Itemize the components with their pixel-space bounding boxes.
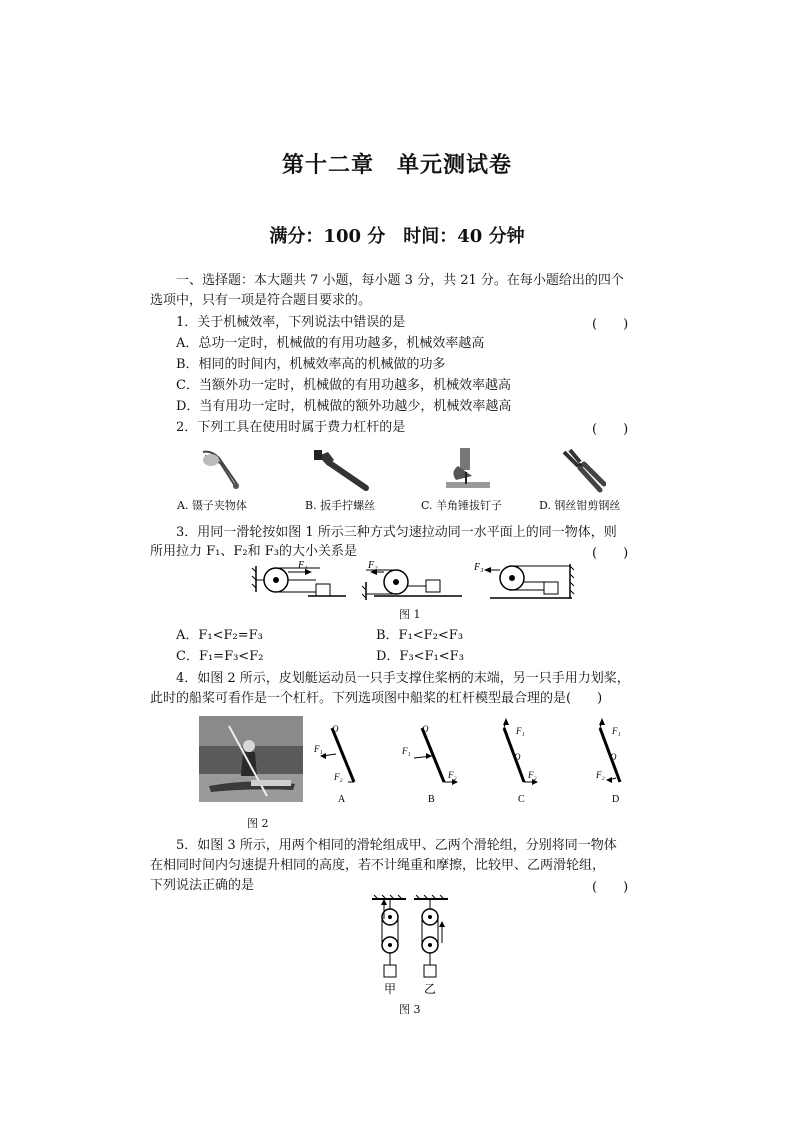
f3-label: F₃ [474,562,484,573]
kayaker-photo [199,716,303,802]
figure-3-caption: 图 3 [399,1003,421,1016]
figure-2-lever-models [310,716,640,808]
figure-1-caption: 图 1 [399,608,421,621]
lever-model-b [401,724,458,805]
figure-3-pulley-systems [370,893,452,997]
pulley-setup-2 [362,560,462,600]
model-a-f2-label: F₂ [334,772,343,782]
q1-option-d: D．当有用功一定时，机械做的额外功越少，机械效率越高 [176,399,512,414]
q2-option-b-caption: B. 扳手拧螺丝 [305,499,376,512]
model-d-label: D [612,794,620,805]
q2-option-c-caption: C. 羊角锤拔钉子 [421,499,503,512]
page-title: 第十二章 单元测试卷 [281,152,512,178]
q2-option-a-caption: A. 镊子夹物体 [177,499,247,512]
pulley-setup-1 [252,560,346,596]
model-a-o-label: O [332,724,339,734]
q4-stem-line1: 4．如图 2 所示，皮划艇运动员一只手支撑住桨柄的末端，另一只手用力划桨， [176,671,630,686]
q3-option-a: A．F₁<F₂=F₃ [176,628,263,643]
lever-model-d [595,718,621,805]
wrench-image [312,448,374,494]
model-b-f1-label: F₁ [402,746,411,756]
section-header-line1: 一、选择题：本大题共 7 小题，每小题 3 分，共 21 分。在每小题给出的四个 [176,273,624,288]
q1-option-b: B．相同的时间内，机械效率高的机械做的功多 [176,357,446,372]
model-c-o-label: O [514,752,521,762]
exam-info: 满分：100 分 时间：40 分钟 [269,226,525,247]
f2-label: F₂ [368,560,378,571]
q2-option-d-caption: D. 钢丝钳剪钢丝 [539,499,621,512]
q5-stem-line3: 下列说法正确的是 [150,878,255,893]
pulley-setup-3 [473,562,574,598]
lever-model-c [503,718,538,805]
model-c-label: C [518,794,525,805]
figure-2-caption: 图 2 [247,817,269,830]
pulley-system-jia [381,899,398,996]
pulley-system-yi [422,899,445,996]
model-a-label: A [338,794,346,805]
f1-label: F₁ [298,560,308,571]
q3-option-c: C．F₁=F₃<F₂ [176,649,264,664]
tweezers-image [195,446,245,494]
q5-stem-line1: 5．如图 3 所示，用两个相同的滑轮组成甲、乙两个滑轮组，分别将同一物体 [176,838,617,853]
model-c-f2-label: F₂ [528,770,537,780]
lever-model-a [313,724,354,805]
model-b-label: B [428,794,435,805]
model-d-f2-label: F₂ [596,770,605,780]
q1-option-c: C．当额外功一定时，机械做的有用功越多，机械效率越高 [176,378,511,393]
q3-stem-line1: 3．用同一滑轮按如图 1 所示三种方式匀速拉动同一水平面上的同一物体，则 [176,525,617,540]
model-c-f1-label: F₁ [516,726,525,736]
q1-stem: 1．关于机械效率，下列说法中错误的是 [176,315,406,330]
q3-option-b: B．F₁<F₂<F₃ [376,628,464,643]
model-d-o-label: O [610,752,617,762]
section-header-line2: 选项中，只有一项是符合题目要求的。 [150,293,372,308]
yi-label: 乙 [424,982,437,996]
q1-option-a: A．总功一定时，机械做的有用功越多，机械效率越高 [176,336,485,351]
q4-stem-line2: 此时的船桨可看作是一个杠杆。下列选项图中船桨的杠杆模型最合理的是( ) [150,691,603,706]
q2-answer-paren: ( ) [592,422,629,437]
pliers-image [560,448,606,494]
figure-1-pulleys [250,558,590,606]
q5-answer-paren: ( ) [592,880,629,895]
q5-stem-line2: 在相同时间内匀速提升相同的高度，若不计绳重和摩擦，比较甲、乙两滑轮组， [150,858,606,873]
model-a-f1-label: F₁ [314,744,323,754]
model-d-f1-label: F₁ [612,726,621,736]
model-b-o-label: O [422,724,429,734]
jia-label: 甲 [384,982,397,996]
model-b-f2-label: F₂ [448,770,457,780]
claw-hammer-image [442,446,494,494]
q3-option-d: D．F₃<F₁<F₃ [376,649,464,664]
q3-stem-line2: 所用拉力 F₁、F₂和 F₃的大小关系是 [150,544,357,559]
q3-answer-paren: ( ) [592,546,629,561]
q1-answer-paren: ( ) [592,317,629,332]
q2-stem: 2．下列工具在使用时属于费力杠杆的是 [176,420,406,435]
